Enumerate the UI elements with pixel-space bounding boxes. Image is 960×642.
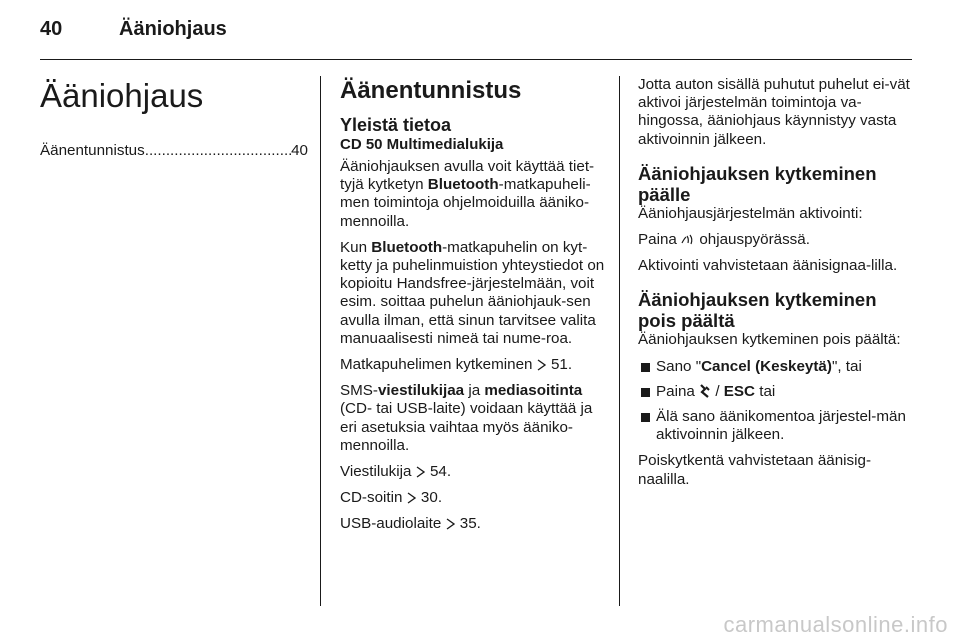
page-reference-icon [416,463,426,481]
page-reference[interactable]: 35. [459,515,481,533]
section-title: Äänentunnistus [340,77,522,104]
column-divider [619,76,620,606]
page-reference[interactable]: 51. [550,356,573,374]
column-main [340,76,608,542]
paragraph: Paina ohjauspyörässä. [638,231,810,249]
column-toc [40,76,308,160]
page-reference[interactable]: 54. [429,463,452,481]
paragraph: Ääniohjausjärjestelmän aktivointi: [638,204,863,222]
header-title: Ääniohjaus [119,18,227,40]
paragraph: Viestilukija 54. [340,463,452,481]
paragraph: Matkapuhelimen kytkeminen 51. [340,356,573,374]
toc-entry[interactable] [40,142,308,160]
chapter-title: Ääniohjaus [40,77,204,114]
paragraph: Aktivointi vahvistetaan äänisignaa-lilla. [638,257,898,275]
paragraph: Jotta auton sisällä puhutut puhelut ei-vät aktivoi järjestelmän toimintoja va-hingossa, ääniohjaus käynnistyy vasta aktivoinnin jälkeen. [638,76,910,148]
list-item: Paina / ESC tai [638,383,910,401]
paragraph: Ääniohjauksen kytkeminen pois päältä: [638,331,901,349]
header-rule [40,59,912,60]
page-reference[interactable]: 30. [420,489,443,507]
toc-page: 40 [291,142,308,159]
bullet-list [638,358,910,445]
paragraph: Kun Bluetooth-matkapuhelin on kyt-ketty ja puhelinmuistion yhteystiedot on kopioitu Handsfree-järjestelmään, voit esim. soittaa puhelun ääniohjauk-sen avulla ilman, että sinun tarvitsee valita manuaalisesti nimeä tai nume-roa. [340,238,605,347]
page-number: 40 [40,18,63,40]
paragraph: USB-audiolaite 35. [340,515,481,533]
page-reference-icon [446,515,456,533]
paragraph: CD-soitin 30. [340,489,443,507]
model-label: CD 50 Multimedialukija [340,136,504,153]
paragraph: SMS-viestilukijaa ja mediasoitinta (CD- tai USB-laite) voidaan käyttää ja eri asetuksia vaihtaa myös ääniko-mennoilla. [340,382,593,454]
paragraph: Ääniohjauksen avulla voit käyttää tiet-tyjä kytketyn Bluetooth-matkapuheli-men toimintoja ohjelmoiduilla ääniko-mennoilla. [340,158,595,230]
list-item: Älä sano äänikomentoa järjestel-män aktivoinnin jälkeen. [638,408,910,444]
voice-activation-icon [681,231,695,248]
subsection-title: Yleistä tietoa [340,115,452,135]
list-item: Sano "Cancel (Keskeytä)", tai [638,358,910,376]
column-right [638,76,910,497]
page-reference-icon [537,356,547,374]
subsection-title: Ääniohjauksen kytkeminen pois päältä [638,289,877,332]
paragraph: Poiskytkentä vahvistetaan äänisig-naalilla. [638,452,872,488]
toc-leader [145,142,291,160]
toc-label: Äänentunnistus [40,142,145,159]
column-divider [320,76,321,606]
page-reference-icon [407,489,417,507]
subsection-title: Ääniohjauksen kytkeminen päälle [638,162,877,205]
watermark: carmanualsonline.info [723,612,948,637]
hang-up-phone-icon [699,383,711,400]
